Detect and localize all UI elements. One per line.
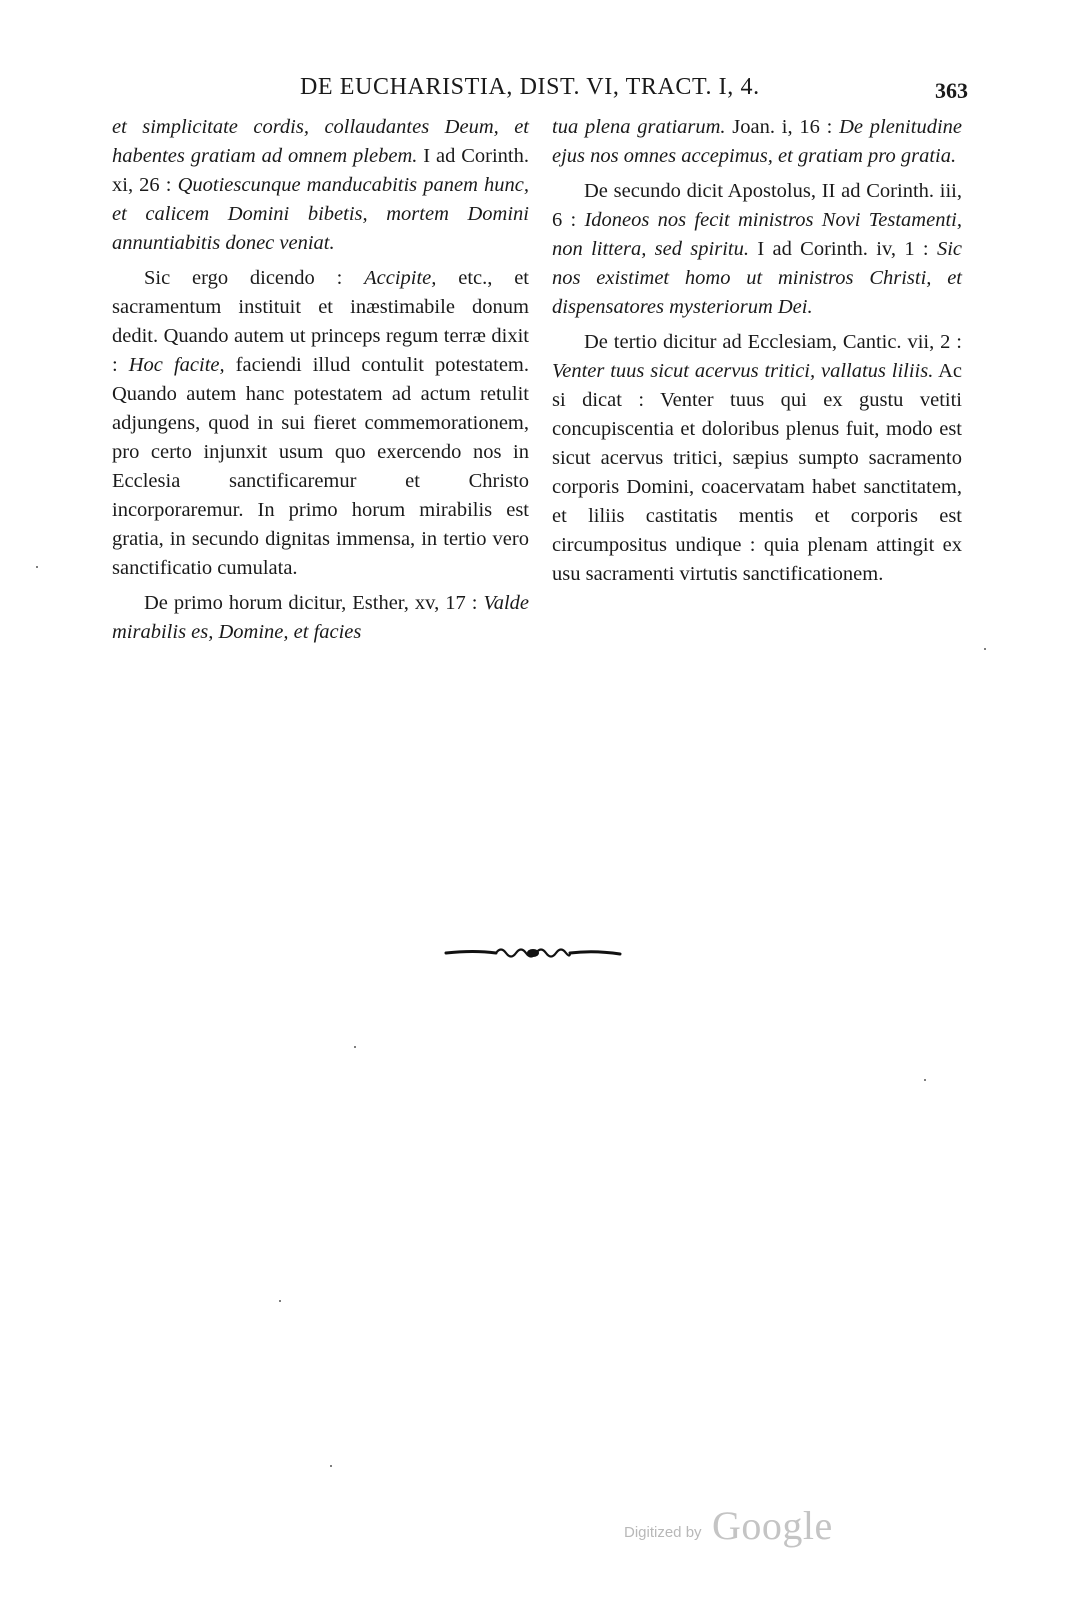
paragraph (552, 328, 962, 589)
text-run: De secundo dicit Apostolus, II ad Corinth. iii, 6 : (552, 180, 962, 231)
paper-speck (36, 566, 38, 568)
paper-speck (279, 1300, 281, 1302)
digitized-by-watermark (624, 1502, 854, 1552)
text-run: I ad Corinth. xi, 26 : (112, 145, 529, 196)
italic-run: Accipite, (364, 267, 437, 289)
text-run: etc., et sacramentum instituit et inæstimabile donum dedit. Quando autem ut princeps regum terræ dixit : (112, 267, 529, 376)
left-column (112, 113, 529, 653)
text-run: I ad Corinth. iv, 1 : (748, 238, 937, 260)
italic-run: tua plena gratiarum. (552, 116, 726, 138)
text-run: Sic ergo dicendo : (144, 267, 365, 289)
italic-run: Hoc facite, (128, 354, 225, 376)
paragraph (552, 177, 962, 322)
text-run: De primo horum dicitur, Esther, xv, 17 : (144, 592, 484, 614)
ornament-divider-icon (444, 944, 622, 962)
paragraph (112, 589, 529, 647)
text-run: De tertio dicitur ad Ecclesiam, Cantic. vii, 2 : (584, 331, 962, 353)
italic-run: Venter tuus sicut acervus tritici, vallatus liliis. (552, 360, 934, 382)
italic-run: et simplicitate cordis, collaudantes Deum, et habentes gratiam ad omnem plebem. (112, 116, 529, 167)
text-run: faciendi illud contulit potestatem. Quando autem hanc potestatem ad actum retulit adjungens, quod in sui fieret commemorationem, pro certo injunxit usum quo exercendo nos in Ecclesia sanctificaremur et Christo incorporaremur. In primo horum mirabilis est gratia, in secundo dignitas immensa, in tertio vero sanctificatio cumulata. (112, 354, 529, 579)
running-header (112, 74, 968, 108)
italic-run: Valde mirabilis es, Domine, et facies (112, 592, 529, 643)
digitized-label: Digitized by (624, 1524, 702, 1541)
paragraph (552, 113, 962, 171)
paper-speck (984, 648, 986, 650)
page-number: 363 (935, 78, 968, 103)
paper-speck (924, 1079, 926, 1081)
italic-run: Sic nos existimet homo ut ministros Christi, et dispensatores mysteriorum Dei. (552, 238, 962, 318)
right-column (552, 113, 962, 595)
text-run: Joan. i, 16 : (725, 116, 840, 138)
paper-speck (354, 1046, 356, 1048)
running-title: DE EUCHARISTIA, DIST. VI, TRACT. I, 4. (300, 74, 760, 100)
paragraph (112, 264, 529, 583)
italic-run: Idoneos nos fecit ministros Novi Testamenti, non littera, sed spiritu. (552, 209, 962, 260)
paragraph (112, 113, 529, 258)
italic-run: Quotiescunque manducabitis panem hunc, et calicem Domini bibetis, mortem Domini annuntiabitis donec veniat. (112, 174, 529, 254)
italic-run: De plenitudine ejus nos omnes accepimus, et gratiam pro gratia. (552, 116, 962, 167)
paper-speck (330, 1465, 332, 1467)
text-run: Ac si dicat : Venter tuus qui ex gustu vetiti concupiscentia et doloribus plenus fuit, modo est sicut acervus tritici, sæpius sumpto sacramento corporis Domini, coacervatam habet sanctitatem, et liliis castitatis mentis et corporis est circumpositus undique : quia plenam attingit ex usu sacramenti virtutis sanctificationem. (552, 360, 962, 585)
google-logo: Google (712, 1503, 833, 1548)
